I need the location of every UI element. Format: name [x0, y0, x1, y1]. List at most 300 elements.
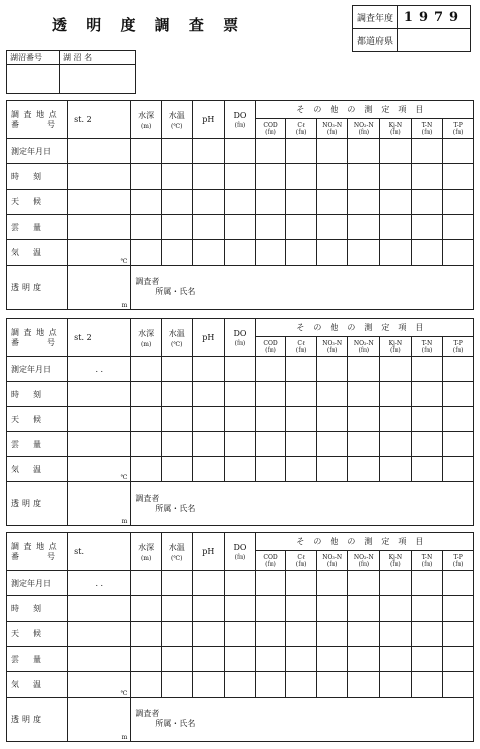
weather-label: 天 候: [7, 621, 68, 646]
cl-header: [286, 337, 317, 357]
data-cell[interactable]: [255, 139, 286, 164]
tn-label: T-N: [421, 553, 433, 561]
cloud-field[interactable]: [68, 214, 131, 239]
data-cell[interactable]: [161, 164, 192, 189]
tn-label: T-N: [421, 121, 433, 129]
data-cell[interactable]: [255, 646, 286, 671]
survey-sheet-2: [6, 318, 474, 526]
data-cell[interactable]: [443, 407, 474, 432]
no2-label: NO₂-N: [353, 121, 374, 129]
data-cell[interactable]: [443, 646, 474, 671]
cl-unit: (㎙): [295, 128, 307, 136]
temp-label: 水温: [168, 110, 185, 120]
data-cell[interactable]: [225, 357, 256, 382]
data-cell[interactable]: [286, 596, 317, 621]
air-temp-field[interactable]: ℃: [68, 672, 131, 697]
data-cell[interactable]: [161, 672, 192, 697]
affiliation-label: 所属・氏名: [155, 719, 196, 729]
data-cell[interactable]: [131, 596, 162, 621]
weather-label: 天 候: [7, 407, 68, 432]
data-cell[interactable]: [192, 457, 225, 482]
date-field[interactable]: . .: [68, 571, 131, 596]
data-cell[interactable]: [225, 457, 256, 482]
transparency-field[interactable]: m: [68, 482, 131, 526]
data-cell[interactable]: [316, 596, 348, 621]
depth-unit: (m): [140, 340, 152, 348]
depth-header: [131, 533, 162, 571]
data-cell[interactable]: [380, 596, 412, 621]
data-cell[interactable]: [131, 621, 162, 646]
data-cell[interactable]: [255, 240, 286, 265]
cloud-label: 雲 量: [7, 646, 68, 671]
data-cell[interactable]: [348, 357, 380, 382]
temp-label: 水温: [168, 328, 185, 338]
survey-sheet-1: [6, 100, 474, 310]
data-cell[interactable]: [316, 214, 348, 239]
data-cell[interactable]: [411, 382, 443, 407]
data-cell[interactable]: [286, 432, 317, 457]
cod-header: [255, 337, 286, 357]
no2-label: NO₂-N: [353, 339, 374, 347]
temp-header: [161, 533, 192, 571]
data-cell[interactable]: [131, 432, 162, 457]
data-cell[interactable]: [225, 571, 256, 596]
data-cell[interactable]: [286, 357, 317, 382]
data-cell[interactable]: [161, 214, 192, 239]
data-cell[interactable]: [255, 407, 286, 432]
data-cell[interactable]: [192, 357, 225, 382]
data-cell[interactable]: [161, 432, 192, 457]
data-cell[interactable]: [411, 189, 443, 214]
data-cell[interactable]: [443, 672, 474, 697]
data-cell[interactable]: [161, 139, 192, 164]
kj-label: Kj-N: [388, 339, 403, 347]
do-label: DO: [233, 328, 247, 338]
data-cell[interactable]: [225, 432, 256, 457]
temp-unit: (℃): [171, 554, 183, 562]
form-title: 透 明 度 調 査 票: [52, 16, 246, 34]
weather-field[interactable]: [68, 407, 131, 432]
lake-number-label: 湖沼番号: [7, 51, 60, 65]
no2-header: [348, 337, 380, 357]
data-cell[interactable]: [411, 621, 443, 646]
kj-label: Kj-N: [388, 553, 403, 561]
data-cell[interactable]: [286, 164, 317, 189]
tp-header: [443, 551, 474, 571]
tp-label: T-P: [453, 121, 463, 129]
kj-unit: (㎙): [390, 128, 401, 136]
ph-header: pH: [192, 533, 225, 571]
air-temp-field[interactable]: ℃: [68, 457, 131, 482]
data-cell[interactable]: [286, 646, 317, 671]
data-cell[interactable]: [192, 672, 225, 697]
air-temp-field[interactable]: ℃: [68, 240, 131, 265]
data-cell[interactable]: [161, 407, 192, 432]
time-field[interactable]: [68, 596, 131, 621]
data-cell[interactable]: [348, 382, 380, 407]
data-cell[interactable]: [380, 646, 412, 671]
data-cell[interactable]: [348, 240, 380, 265]
data-cell[interactable]: [348, 571, 380, 596]
date-label: 測定年月日: [7, 571, 68, 596]
data-cell[interactable]: [131, 139, 162, 164]
data-cell[interactable]: [348, 164, 380, 189]
data-cell[interactable]: [255, 432, 286, 457]
no2-unit: (㎙): [358, 560, 370, 568]
data-cell[interactable]: [411, 571, 443, 596]
data-cell[interactable]: [316, 139, 348, 164]
data-cell[interactable]: [225, 407, 256, 432]
temp-header: [161, 101, 192, 139]
data-cell[interactable]: [192, 621, 225, 646]
do-label: DO: [233, 542, 247, 552]
cod-unit: (㎙): [265, 560, 276, 568]
data-cell[interactable]: [286, 672, 317, 697]
observer-field[interactable]: [131, 697, 474, 741]
cloud-field[interactable]: [68, 646, 131, 671]
data-cell[interactable]: [225, 672, 256, 697]
kj-unit: (㎙): [390, 346, 401, 354]
data-cell[interactable]: [411, 214, 443, 239]
data-cell[interactable]: [192, 214, 225, 239]
data-cell[interactable]: [225, 382, 256, 407]
data-cell[interactable]: [443, 432, 474, 457]
observer-label: 調査者: [135, 277, 160, 287]
kj-header: [380, 337, 412, 357]
tn-unit: (㎙): [421, 560, 433, 568]
station-label: 調 査 地 点 番 号: [7, 533, 68, 571]
depth-label: 水深: [138, 328, 155, 338]
data-cell[interactable]: [161, 382, 192, 407]
data-cell[interactable]: [255, 596, 286, 621]
data-cell[interactable]: [192, 646, 225, 671]
kj-header: [380, 551, 412, 571]
cloud-label: 雲 量: [7, 432, 68, 457]
transparency-label: 透明度: [7, 482, 68, 526]
data-cell[interactable]: [255, 214, 286, 239]
data-cell[interactable]: [316, 457, 348, 482]
air-temp-label: 気 温: [7, 240, 68, 265]
cl-header: [286, 119, 317, 139]
no3-unit: (㎙): [326, 128, 338, 136]
data-cell[interactable]: [443, 621, 474, 646]
data-cell[interactable]: [380, 164, 412, 189]
prefecture-label: 都道府県: [353, 29, 398, 52]
affiliation-label: 所属・氏名: [155, 287, 196, 297]
observer-field[interactable]: [131, 482, 474, 526]
data-cell[interactable]: [255, 164, 286, 189]
data-cell[interactable]: [131, 382, 162, 407]
data-cell[interactable]: [255, 382, 286, 407]
lake-name-field[interactable]: [60, 65, 136, 94]
no2-header: [348, 119, 380, 139]
data-cell[interactable]: [316, 357, 348, 382]
date-label: 測定年月日: [7, 357, 68, 382]
data-cell[interactable]: [443, 240, 474, 265]
data-cell[interactable]: [380, 240, 412, 265]
station-number[interactable]: st. 2: [68, 101, 131, 139]
data-cell[interactable]: [131, 646, 162, 671]
other-items-header: その他の測定項目: [255, 101, 473, 119]
no2-unit: (㎙): [358, 128, 370, 136]
kj-unit: (㎙): [390, 560, 401, 568]
cod-unit: (㎙): [265, 346, 276, 354]
data-cell[interactable]: [131, 214, 162, 239]
data-cell[interactable]: [286, 621, 317, 646]
data-cell[interactable]: [161, 357, 192, 382]
year-table: [352, 5, 471, 52]
data-cell[interactable]: [161, 621, 192, 646]
air-temp-label: 気 温: [7, 457, 68, 482]
temp-unit: (℃): [171, 122, 183, 130]
data-cell[interactable]: [411, 596, 443, 621]
lake-number-field[interactable]: [7, 65, 60, 94]
data-cell[interactable]: [286, 382, 317, 407]
data-cell[interactable]: [443, 382, 474, 407]
cloud-label: 雲 量: [7, 214, 68, 239]
data-cell[interactable]: [161, 189, 192, 214]
cl-label: Cℓ: [297, 121, 305, 129]
data-cell[interactable]: [225, 189, 256, 214]
temp-header: [161, 319, 192, 357]
ph-header: pH: [192, 101, 225, 139]
weather-field[interactable]: [68, 621, 131, 646]
data-cell[interactable]: [348, 646, 380, 671]
data-cell[interactable]: [131, 240, 162, 265]
tn-header: [411, 119, 443, 139]
station-number[interactable]: st. 2: [68, 319, 131, 357]
tn-header: [411, 551, 443, 571]
no3-label: NO₃-N: [322, 339, 343, 347]
data-cell[interactable]: [316, 571, 348, 596]
other-items-header: その他の測定項目: [255, 533, 473, 551]
data-cell[interactable]: [316, 432, 348, 457]
data-cell[interactable]: [192, 407, 225, 432]
data-cell[interactable]: [131, 189, 162, 214]
data-cell[interactable]: [192, 189, 225, 214]
cloud-field[interactable]: [68, 432, 131, 457]
data-cell[interactable]: [443, 357, 474, 382]
tp-unit: (㎙): [452, 346, 464, 354]
data-cell[interactable]: [161, 457, 192, 482]
data-cell[interactable]: [380, 621, 412, 646]
data-cell[interactable]: [443, 189, 474, 214]
transparency-label: 透明度: [7, 697, 68, 741]
data-cell[interactable]: [380, 382, 412, 407]
data-cell[interactable]: [192, 596, 225, 621]
survey-year-value: 1979: [398, 6, 471, 29]
data-cell[interactable]: [380, 407, 412, 432]
data-cell[interactable]: [192, 139, 225, 164]
data-cell[interactable]: [286, 189, 317, 214]
data-cell[interactable]: [411, 672, 443, 697]
data-cell[interactable]: [255, 457, 286, 482]
do-header: [225, 101, 256, 139]
do-unit: (㎙): [234, 339, 246, 347]
do-unit: (㎙): [234, 553, 246, 561]
tn-unit: (㎙): [421, 128, 433, 136]
do-unit: (㎙): [234, 121, 246, 129]
data-cell[interactable]: [225, 214, 256, 239]
temp-unit: (℃): [171, 340, 183, 348]
data-cell[interactable]: [380, 672, 412, 697]
data-cell[interactable]: [131, 357, 162, 382]
data-cell[interactable]: [131, 672, 162, 697]
date-field[interactable]: . .: [68, 357, 131, 382]
data-cell[interactable]: [411, 432, 443, 457]
depth-header: [131, 319, 162, 357]
depth-label: 水深: [138, 542, 155, 552]
no3-label: NO₃-N: [322, 121, 343, 129]
data-cell[interactable]: [348, 596, 380, 621]
data-cell[interactable]: [161, 240, 192, 265]
data-cell[interactable]: [131, 457, 162, 482]
data-cell[interactable]: [255, 189, 286, 214]
data-cell[interactable]: [411, 457, 443, 482]
data-cell[interactable]: [192, 164, 225, 189]
data-cell[interactable]: [225, 139, 256, 164]
lake-table: [6, 50, 136, 94]
cod-header: [255, 119, 286, 139]
data-cell[interactable]: [348, 621, 380, 646]
cod-header: [255, 551, 286, 571]
data-cell[interactable]: [380, 214, 412, 239]
time-label: 時 刻: [7, 164, 68, 189]
data-cell[interactable]: [316, 382, 348, 407]
data-cell[interactable]: [380, 139, 412, 164]
data-cell[interactable]: [225, 164, 256, 189]
no3-label: NO₃-N: [322, 553, 343, 561]
data-cell[interactable]: [225, 240, 256, 265]
data-cell[interactable]: [348, 457, 380, 482]
data-cell[interactable]: [348, 189, 380, 214]
data-cell[interactable]: [192, 240, 225, 265]
data-cell[interactable]: [131, 164, 162, 189]
cod-unit: (㎙): [265, 128, 276, 136]
other-items-header: その他の測定項目: [255, 319, 473, 337]
data-cell[interactable]: [286, 214, 317, 239]
data-cell[interactable]: [380, 457, 412, 482]
data-cell[interactable]: [286, 139, 317, 164]
data-cell[interactable]: [380, 432, 412, 457]
time-field[interactable]: [68, 164, 131, 189]
temp-label: 水温: [168, 542, 185, 552]
do-header: [225, 533, 256, 571]
data-cell[interactable]: [316, 407, 348, 432]
data-cell[interactable]: [380, 571, 412, 596]
data-cell[interactable]: [380, 189, 412, 214]
data-cell[interactable]: [192, 382, 225, 407]
data-cell[interactable]: [192, 571, 225, 596]
transparency-field[interactable]: m: [68, 265, 131, 309]
data-cell[interactable]: [380, 357, 412, 382]
data-cell[interactable]: [286, 240, 317, 265]
data-cell[interactable]: [255, 571, 286, 596]
data-cell[interactable]: [348, 139, 380, 164]
data-cell[interactable]: [161, 646, 192, 671]
data-cell[interactable]: [443, 571, 474, 596]
data-cell[interactable]: [411, 240, 443, 265]
data-cell[interactable]: [316, 240, 348, 265]
data-cell[interactable]: [348, 407, 380, 432]
data-cell[interactable]: [255, 357, 286, 382]
time-label: 時 刻: [7, 382, 68, 407]
depth-header: [131, 101, 162, 139]
tn-label: T-N: [421, 339, 433, 347]
data-cell[interactable]: [411, 357, 443, 382]
data-cell[interactable]: [411, 139, 443, 164]
station-number[interactable]: st.: [68, 533, 131, 571]
data-cell[interactable]: [316, 672, 348, 697]
data-cell[interactable]: [161, 571, 192, 596]
station-label: 調 査 地 点 番 号: [7, 319, 68, 357]
data-cell[interactable]: [286, 571, 317, 596]
data-cell[interactable]: [348, 672, 380, 697]
observer-field[interactable]: [131, 265, 474, 309]
data-cell[interactable]: [131, 407, 162, 432]
time-field[interactable]: [68, 382, 131, 407]
data-cell[interactable]: [316, 189, 348, 214]
weather-field[interactable]: [68, 189, 131, 214]
depth-label: 水深: [138, 110, 155, 120]
data-cell[interactable]: [443, 596, 474, 621]
data-cell[interactable]: [225, 621, 256, 646]
data-cell[interactable]: [131, 571, 162, 596]
data-cell[interactable]: [411, 407, 443, 432]
tp-header: [443, 337, 474, 357]
air-temp-label: 気 温: [7, 672, 68, 697]
cl-label: Cℓ: [297, 339, 305, 347]
data-cell[interactable]: [443, 139, 474, 164]
prefecture-value[interactable]: [398, 29, 471, 52]
depth-unit: (m): [140, 122, 152, 130]
cod-label: COD: [263, 339, 278, 347]
tp-unit: (㎙): [452, 560, 464, 568]
data-cell[interactable]: [225, 596, 256, 621]
transparency-field[interactable]: m: [68, 697, 131, 741]
data-cell[interactable]: [286, 457, 317, 482]
data-cell[interactable]: [348, 432, 380, 457]
data-cell[interactable]: [411, 164, 443, 189]
data-cell[interactable]: [348, 214, 380, 239]
survey-year-label: 調査年度: [353, 6, 398, 29]
data-cell[interactable]: [225, 646, 256, 671]
data-cell[interactable]: [316, 164, 348, 189]
cl-unit: (㎙): [295, 346, 307, 354]
data-cell[interactable]: [192, 432, 225, 457]
data-cell[interactable]: [443, 457, 474, 482]
date-label: 測定年月日: [7, 139, 68, 164]
data-cell[interactable]: [255, 621, 286, 646]
station-label: 調 査 地 点 番 号: [7, 101, 68, 139]
data-cell[interactable]: [255, 672, 286, 697]
data-cell[interactable]: [286, 407, 317, 432]
data-cell[interactable]: [443, 164, 474, 189]
tp-label: T-P: [453, 553, 463, 561]
data-cell[interactable]: [443, 214, 474, 239]
data-cell[interactable]: [316, 646, 348, 671]
no3-header: [316, 551, 348, 571]
data-cell[interactable]: [161, 596, 192, 621]
data-cell[interactable]: [411, 646, 443, 671]
no3-unit: (㎙): [326, 560, 338, 568]
cod-label: COD: [263, 553, 278, 561]
data-cell[interactable]: [316, 621, 348, 646]
date-field[interactable]: [68, 139, 131, 164]
no2-header: [348, 551, 380, 571]
no2-label: NO₂-N: [353, 553, 374, 561]
kj-label: Kj-N: [388, 121, 403, 129]
